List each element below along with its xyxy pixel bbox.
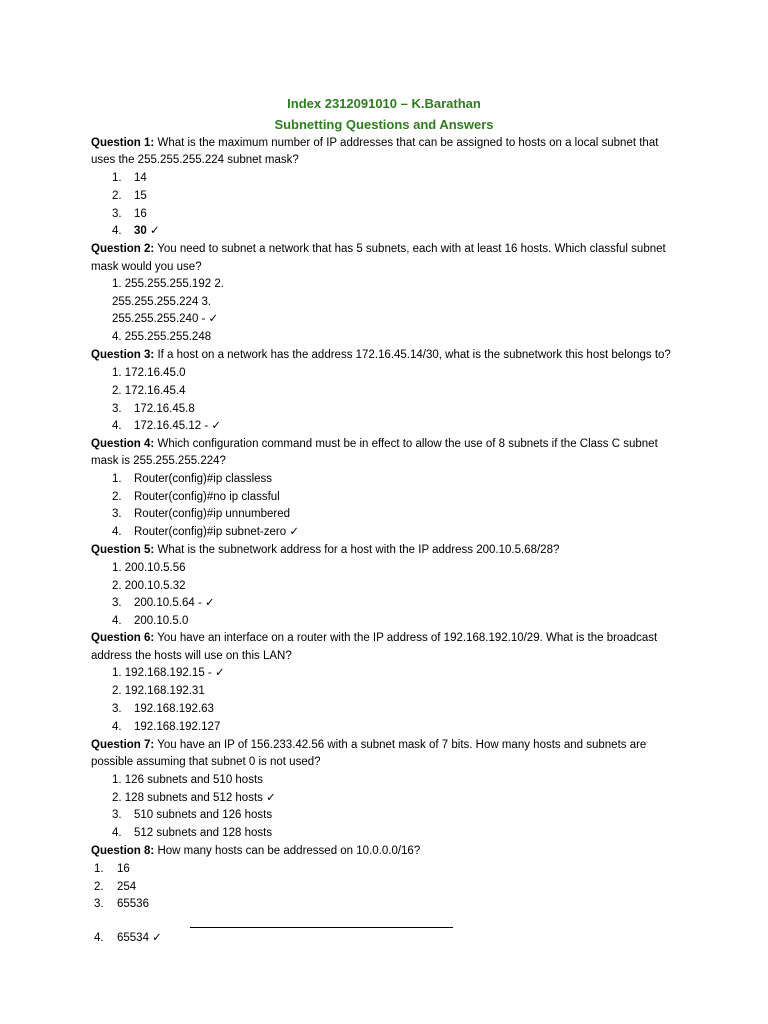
option-item <box>112 402 195 416</box>
question-text: How many hosts can be addressed on 10.0.0.0/16? <box>157 845 421 857</box>
option-number: 3. <box>112 403 122 415</box>
option-text: 254 <box>117 881 137 893</box>
option-text: 16 <box>117 863 130 875</box>
question-label: Question 7: <box>91 739 155 751</box>
option-text: 512 subnets and 128 hosts <box>134 827 273 839</box>
option-text: 14 <box>134 172 147 184</box>
option-item <box>94 880 136 894</box>
option-item <box>94 931 162 945</box>
document-subtitle: Subnetting Questions and Answers <box>274 117 494 132</box>
question-6-text-cont: address the hosts will use on this LAN? <box>91 650 292 662</box>
question-text: If a host on a network has the address 172.16.45.14/30, what is the subnetwork this host belongs to? <box>157 349 671 361</box>
question-6 <box>91 631 657 645</box>
option-number: 3. <box>94 898 104 910</box>
option-number: 1. <box>112 473 122 485</box>
option-text: 510 subnets and 126 hosts <box>134 809 273 821</box>
option-item <box>112 808 272 822</box>
option-number: 1. <box>94 863 104 875</box>
option-item <box>112 207 147 221</box>
option-number: 4. <box>112 615 122 627</box>
question-3 <box>91 348 671 362</box>
question-label: Question 2: <box>91 243 155 255</box>
option-text: 65534 ✓ <box>117 932 162 944</box>
option-item <box>112 826 272 840</box>
option-text: 192.168.192.63 <box>134 703 214 715</box>
question-1-text-cont: uses the 255.255.255.224 subnet mask? <box>91 154 299 166</box>
question-label: Question 8: <box>91 845 155 857</box>
question-4-text-cont: mask is 255.255.255.224? <box>91 455 226 467</box>
option-number: 3. <box>112 597 122 609</box>
option-number: 4. <box>112 721 122 733</box>
option-item <box>112 490 280 504</box>
option-number: 4. <box>112 526 122 538</box>
question-8 <box>91 844 420 858</box>
option-item: 2. 192.168.192.31 <box>112 685 205 697</box>
option-item <box>112 525 299 539</box>
question-label: Question 3: <box>91 349 155 361</box>
question-7 <box>91 738 646 752</box>
option-text: 172.16.45.8 <box>134 403 195 415</box>
option-text: Router(config)#ip unnumbered <box>134 508 290 520</box>
question-label: Question 5: <box>91 544 155 556</box>
option-number: 3. <box>112 208 122 220</box>
option-number: 1. <box>112 172 122 184</box>
question-5 <box>91 543 559 557</box>
option-item: 2. 172.16.45.4 <box>112 385 186 397</box>
horizontal-divider <box>190 927 453 928</box>
option-item <box>112 596 215 610</box>
option-number: 2. <box>112 190 122 202</box>
option-number: 2. <box>112 491 122 503</box>
option-text: Router(config)#ip subnet-zero ✓ <box>134 526 299 538</box>
question-label: Question 6: <box>91 632 155 644</box>
option-item: 1. 126 subnets and 510 hosts <box>112 774 263 786</box>
option-item: 2. 200.10.5.32 <box>112 580 186 592</box>
question-4 <box>91 437 658 451</box>
question-text: You have an IP of 156.233.42.56 with a subnet mask of 7 bits. How many hosts and subnets are <box>157 739 647 751</box>
option-text: 200.10.5.64 - ✓ <box>134 597 215 609</box>
question-label: Question 4: <box>91 438 155 450</box>
question-text: What is the maximum number of IP addresses that can be assigned to hosts on a local subnet that <box>157 137 659 149</box>
option-item: 255.255.255.224 3. <box>112 296 212 308</box>
option-number: 3. <box>112 703 122 715</box>
option-item: 255.255.255.240 - ✓ <box>112 313 219 325</box>
option-number: 3. <box>112 508 122 520</box>
question-label: Question 1: <box>91 137 155 149</box>
option-number: 4. <box>112 420 122 432</box>
option-item <box>112 224 160 238</box>
option-number: 4. <box>112 225 122 237</box>
option-item <box>112 472 272 486</box>
option-number: 4. <box>94 932 104 944</box>
option-text: 192.168.192.127 <box>134 721 221 733</box>
option-text: Router(config)#ip classless <box>134 473 273 485</box>
question-1 <box>91 136 658 150</box>
document-title: Index 2312091010 – K.Barathan <box>287 96 481 111</box>
option-item <box>112 419 221 433</box>
option-number: 4. <box>112 827 122 839</box>
option-text-answer: 30 ✓ <box>134 225 160 237</box>
option-item: 1. 255.255.255.192 2. <box>112 278 224 290</box>
option-item: 4. 255.255.255.248 <box>112 331 212 343</box>
option-item <box>112 189 147 203</box>
option-text: 65536 <box>117 898 149 910</box>
question-7-text-cont: possible assuming that subnet 0 is not used? <box>91 756 321 768</box>
option-item: 1. 192.168.192.15 - ✓ <box>112 667 225 679</box>
option-item <box>94 862 130 876</box>
option-item <box>112 702 214 716</box>
question-text: You have an interface on a router with the IP address of 192.168.192.10/29. What is the broadcast <box>157 632 658 644</box>
option-item: 2. 128 subnets and 512 hosts ✓ <box>112 792 276 804</box>
option-text: 200.10.5.0 <box>134 615 189 627</box>
question-2 <box>91 242 666 256</box>
option-item <box>112 614 188 628</box>
question-text: Which configuration command must be in effect to allow the use of 8 subnets if the Class C subnet <box>157 438 658 450</box>
option-item <box>112 171 147 185</box>
question-text: What is the subnetwork address for a host with the IP address 200.10.5.68/28? <box>157 544 560 556</box>
option-text: 16 <box>134 208 147 220</box>
option-text: Router(config)#no ip classful <box>134 491 280 503</box>
option-number: 2. <box>94 881 104 893</box>
option-item <box>94 897 149 911</box>
option-item: 1. 172.16.45.0 <box>112 367 186 379</box>
option-item <box>112 720 220 734</box>
option-number: 3. <box>112 809 122 821</box>
question-2-text-cont: mask would you use? <box>91 261 202 273</box>
option-item <box>112 507 290 521</box>
option-text: 172.16.45.12 - ✓ <box>134 420 222 432</box>
option-item: 1. 200.10.5.56 <box>112 562 186 574</box>
question-text: You need to subnet a network that has 5 subnets, each with at least 16 hosts. Which classful subnet <box>157 243 666 255</box>
option-text: 15 <box>134 190 147 202</box>
